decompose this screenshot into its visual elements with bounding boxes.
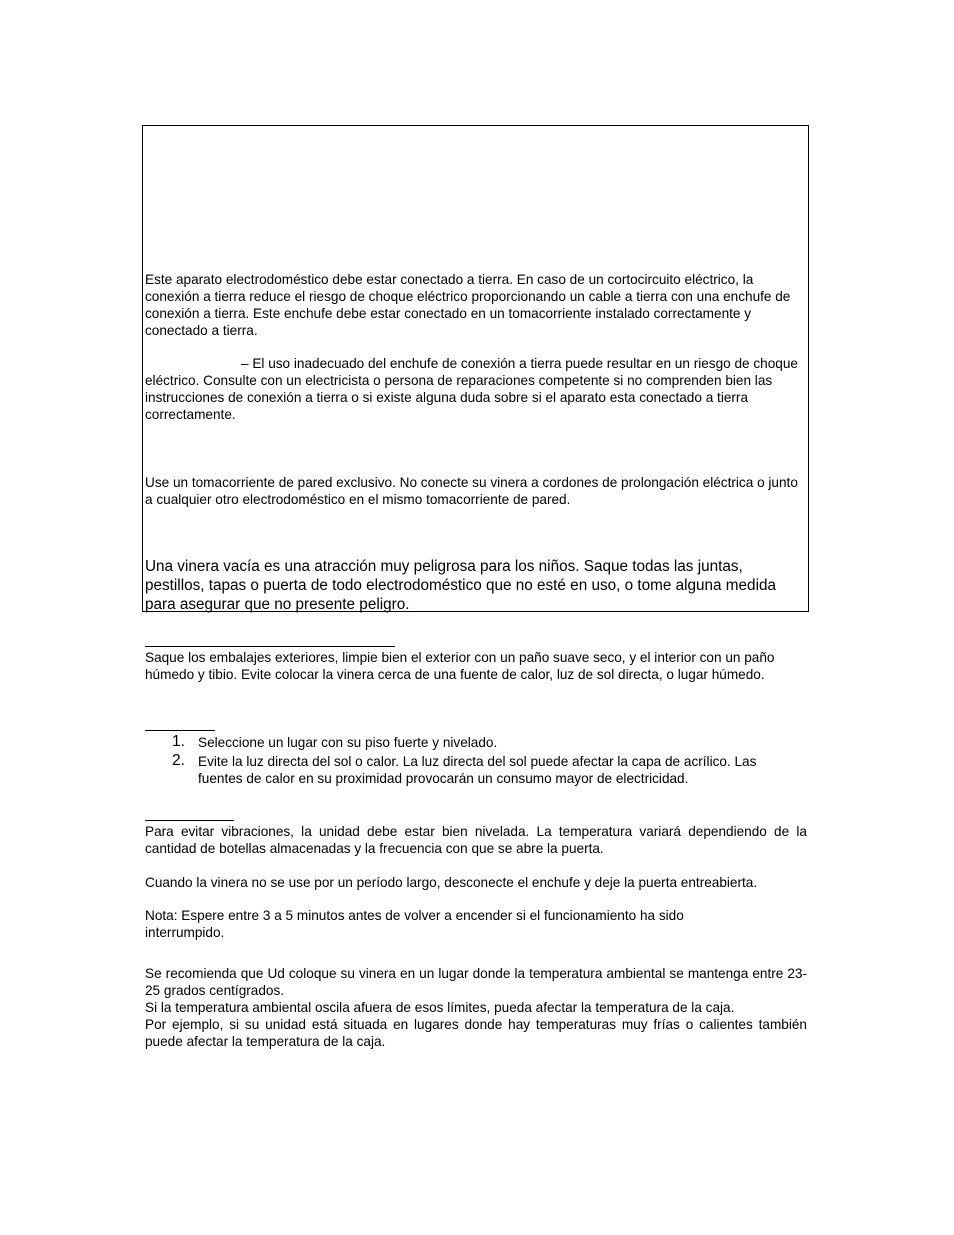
children-paragraph: Una vinera vacía es una atracción muy peligrosa para los niños. Saque todas las juntas, pestillos, tapas o puerta de todo electrodoméstico que no esté en uso, o tome alguna medida para asegurar que no presente peligro. [145,558,776,613]
list-item [145,734,785,752]
danger-paragraph [145,355,809,423]
unpacking-heading-rule [145,646,395,647]
temperature-block [145,965,807,1050]
example-line: Por ejemplo, si su unidad está situada en lugares donde hay temperaturas muy frías o calientes también puede afectar la temperatura de la caja. [145,1017,807,1049]
list-item-number: 2. [172,751,185,769]
outlet-paragraph: Use un tomacorriente de pared exclusivo. No conecte su vinera a cordones de prolongación eléctrica o junto a cualquier otro electrodoméstico en el mismo tomacorriente de pared. [145,475,798,507]
unpacking-paragraph: Saque los embalajes exteriores, limpie bien el exterior con un paño suave seco, y el interior con un paño húmedo y tibio. Evite colocar la vinera cerca de una fuente de calor, luz de sol directa, o lugar húmedo. [145,650,775,682]
list-item-text: Seleccione un lugar con su piso fuerte y nivelado. [198,735,498,750]
grounding-paragraph: Este aparato electrodoméstico debe estar conectado a tierra. En caso de un cortocircuito eléctrico, la conexión a tierra reduce el riesgo de choque eléctrico proporcionando un cable a tierra con una enchufe de conexión a tierra. Este enchufe debe estar conectado en un tomacorriente instalado correctamente y conectado a tierra. [145,272,791,338]
unused-paragraph: Cuando la vinera no se use por un período largo, desconecte el enchufe y deje la puerta entreabierta. [145,875,758,890]
vibration-paragraph: Para evitar vibraciones, la unidad debe estar bien nivelada. La temperatura variará dependiendo de la cantidad de botellas almacenadas y la frecuencia con que se abre la puerta. [145,824,807,856]
operation-heading-rule [145,820,234,821]
danger-paragraph-text: – El uso inadecuado del enchufe de conexión a tierra puede resultar en un riesgo de choque eléctrico. Consulte con un electricista o persona de reparaciones competente si no comprenden bien las instrucciones de conexión a tierra o si existe alguna duda sobre si el aparato esta conectado a tierra correctamente. [145,356,798,422]
location-heading-rule [145,730,215,731]
list-item-number: 1. [172,733,185,750]
note-paragraph: Nota: Espere entre 3 a 5 minutos antes de volver a encender si el funcionamiento ha sido interrumpido. [145,908,684,940]
list-item-text: Evite la luz directa del sol o calor. La luz directa del sol puede afectar la capa de acrílico. Las fuentes de calor en su proximidad provocarán un consumo mayor de electricidad. [198,753,757,786]
range-line: Si la temperatura ambiental oscila afuera de esos límites, pueda afectar la temperatura de la caja. [145,1000,735,1015]
list-item [145,753,785,788]
location-list [145,734,785,788]
recommend-line: Se recomienda que Ud coloque su vinera en un lugar donde la temperatura ambiental se mantenga entre 23-25 grados centígrados. [145,966,807,998]
